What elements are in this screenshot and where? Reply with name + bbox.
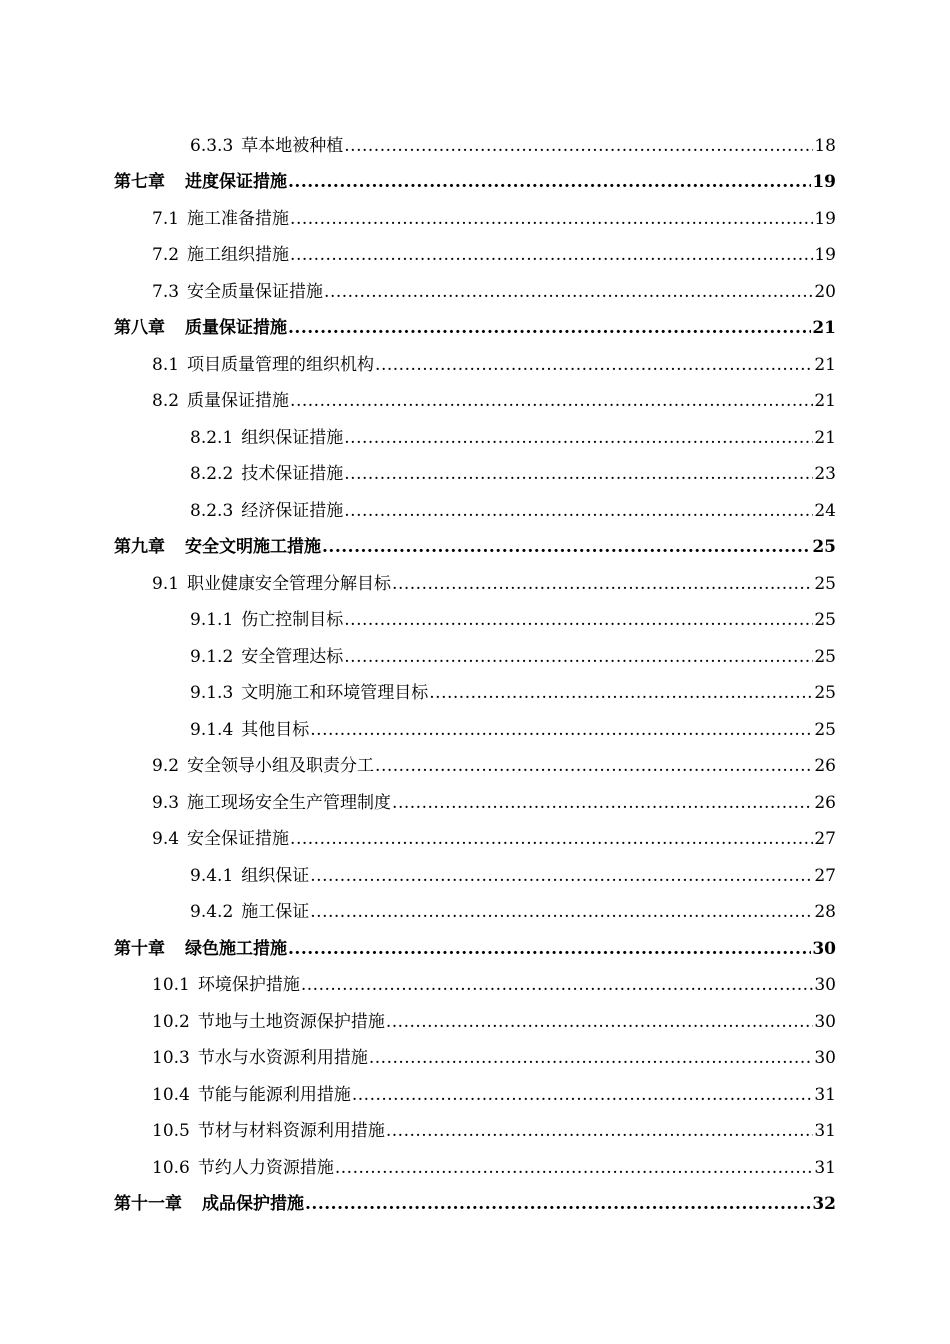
toc-entry-page: 30 [812,938,836,959]
toc-entry-title: 职业健康安全管理分解目标 [187,573,392,594]
toc-entry-number: 第九章 [114,537,165,557]
toc-entry-number: 7.1 [152,208,180,229]
toc-entry-title: 节能与能源利用措施 [197,1084,351,1105]
toc-entry-number: 9.1.1 [190,610,234,630]
toc-entry-page: 28 [814,902,836,922]
toc-entry-title: 草本地被种植 [241,135,344,156]
toc-entry-第八章[interactable] [114,303,836,340]
toc-entry-9-2[interactable] [114,741,836,778]
toc-entry-number: 第十章 [114,938,165,959]
toc-entry-number: 8.2.1 [190,427,234,448]
toc-dot-leader [392,573,813,595]
toc-entry-8-2[interactable] [114,376,836,413]
toc-entry-第九章[interactable] [114,522,836,559]
toc-dot-leader [386,1011,814,1033]
toc-dot-leader [335,1157,814,1179]
toc-entry-第十一章[interactable] [114,1179,836,1216]
toc-entry-title: 节水与水资源利用措施 [197,1048,368,1068]
toc-entry-number: 第八章 [114,318,165,338]
toc-entry-title: 质量保证措施 [185,318,287,338]
toc-entry-title: 安全质量保证措施 [187,281,324,302]
toc-entry-page: 25 [814,683,836,703]
toc-entry-第七章[interactable] [114,157,836,194]
toc-entry-title: 伤亡控制目标 [241,610,344,630]
toc-entry-page: 30 [814,1048,836,1068]
toc-entry-page: 31 [814,1121,836,1141]
toc-dot-leader [310,901,813,923]
toc-entry-number: 9.1.4 [190,719,234,740]
toc-entry-9-4[interactable] [114,814,836,851]
toc-dot-leader [344,427,813,449]
toc-entry-title: 组织保证 [241,865,310,886]
toc-entry-page: 19 [814,208,836,229]
toc-entry-8-2-2[interactable] [114,449,836,486]
toc-entry-number: 10.3 [152,1048,190,1068]
toc-dot-leader [322,536,811,558]
toc-dot-leader [375,755,813,777]
toc-dot-leader [288,317,811,339]
toc-entry-8-2-3[interactable] [114,485,836,522]
toc-dot-leader [344,463,813,485]
toc-entry-page: 27 [814,865,836,886]
toc-entry-10-5[interactable] [114,1106,836,1143]
toc-entry-title: 经济保证措施 [241,500,344,521]
toc-entry-7-3[interactable] [114,266,836,303]
toc-entry-6-3-3[interactable] [114,120,836,157]
toc-entry-title: 绿色施工措施 [185,938,287,959]
toc-dot-leader [310,719,813,741]
toc-entry-page: 20 [814,281,836,302]
toc-entry-number: 10.2 [152,1011,190,1032]
toc-entry-number: 6.3.3 [190,135,234,156]
toc-entry-number: 9.2 [152,756,180,776]
toc-entry-8-2-1[interactable] [114,412,836,449]
table-of-contents [114,120,836,1215]
toc-entry-page: 25 [814,719,836,740]
toc-entry-page: 26 [814,792,836,813]
toc-entry-title: 文明施工和环境管理目标 [241,683,429,703]
toc-entry-page: 30 [814,1011,836,1032]
toc-entry-page: 18 [814,135,836,156]
toc-entry-number: 10.4 [152,1084,190,1105]
toc-entry-number: 7.3 [152,281,180,302]
toc-dot-leader [369,1047,814,1069]
toc-entry-title: 施工组织措施 [187,245,290,265]
toc-entry-title: 安全文明施工措施 [185,537,321,557]
toc-entry-number: 8.2.2 [190,464,234,484]
toc-entry-title: 节材与材料资源利用措施 [197,1121,385,1141]
toc-entry-number: 9.1 [152,573,180,594]
toc-entry-title: 质量保证措施 [187,391,290,411]
toc-entry-number: 第十一章 [114,1194,182,1214]
toc-entry-page: 24 [814,500,836,521]
toc-entry-title: 进度保证措施 [185,172,287,192]
toc-entry-title: 施工现场安全生产管理制度 [187,792,392,813]
toc-dot-leader [344,609,813,631]
toc-entry-title: 节约人力资源措施 [197,1157,334,1178]
toc-entry-9-1-3[interactable] [114,668,836,705]
toc-dot-leader [392,792,813,814]
toc-dot-leader [344,500,813,522]
toc-entry-page: 21 [814,427,836,448]
toc-entry-number: 9.4 [152,829,180,849]
toc-entry-number: 9.1.2 [190,646,234,667]
toc-dot-leader [301,974,814,996]
toc-entry-number: 9.4.1 [190,865,234,886]
toc-dot-leader [352,1084,814,1106]
toc-entry-number: 10.6 [152,1157,190,1178]
toc-entry-page: 21 [812,318,836,338]
toc-entry-7-1[interactable] [114,193,836,230]
toc-dot-leader [288,938,811,960]
toc-entry-title: 安全保证措施 [187,829,290,849]
toc-entry-page: 26 [814,756,836,776]
toc-entry-title: 安全领导小组及职责分工 [187,756,375,776]
toc-entry-page: 25 [814,646,836,667]
toc-dot-leader [290,390,813,412]
toc-entry-title: 节地与土地资源保护措施 [197,1011,385,1032]
toc-entry-title: 安全管理达标 [241,646,344,667]
toc-entry-10-1[interactable] [114,960,836,997]
toc-entry-9-3[interactable] [114,777,836,814]
toc-entry-number: 9.3 [152,792,180,813]
toc-entry-page: 21 [814,354,836,375]
toc-entry-第十章[interactable] [114,923,836,960]
toc-entry-number: 7.2 [152,245,180,265]
toc-entry-10-4[interactable] [114,1069,836,1106]
toc-dot-leader [290,208,813,230]
toc-entry-number: 8.2.3 [190,500,234,521]
toc-entry-page: 25 [812,537,836,557]
toc-entry-9-4-1[interactable] [114,850,836,887]
toc-entry-page: 19 [812,172,836,192]
toc-entry-number: 10.1 [152,975,190,995]
toc-dot-leader [310,865,813,887]
toc-entry-9-1-1[interactable] [114,595,836,632]
toc-dot-leader [344,135,813,157]
toc-entry-title: 其他目标 [241,719,310,740]
toc-dot-leader [305,1193,811,1215]
toc-entry-number: 9.4.2 [190,902,234,922]
toc-entry-number: 8.2 [152,391,180,411]
toc-dot-leader [429,682,813,704]
toc-entry-number: 9.1.3 [190,683,234,703]
toc-entry-number: 10.5 [152,1121,190,1141]
toc-dot-leader [288,171,811,193]
toc-entry-page: 19 [814,245,836,265]
toc-entry-title: 项目质量管理的组织机构 [187,354,375,375]
toc-entry-page: 31 [814,1084,836,1105]
toc-dot-leader [290,244,813,266]
toc-entry-page: 32 [812,1194,836,1214]
toc-entry-9-4-2[interactable] [114,887,836,924]
toc-entry-page: 25 [814,610,836,630]
toc-entry-7-2[interactable] [114,230,836,267]
toc-entry-title: 技术保证措施 [241,464,344,484]
toc-entry-title: 施工保证 [241,902,310,922]
toc-entry-title: 成品保护措施 [202,1194,304,1214]
toc-entry-10-2[interactable] [114,996,836,1033]
toc-entry-page: 25 [814,573,836,594]
toc-entry-title: 组织保证措施 [241,427,344,448]
toc-entry-page: 27 [814,829,836,849]
toc-dot-leader [324,281,813,303]
toc-dot-leader [344,646,813,668]
toc-entry-page: 23 [814,464,836,484]
toc-entry-9-1-2[interactable] [114,631,836,668]
toc-entry-page: 30 [814,975,836,995]
toc-entry-9-1-4[interactable] [114,704,836,741]
toc-dot-leader [290,828,813,850]
toc-entry-page: 31 [814,1157,836,1178]
toc-entry-9-1[interactable] [114,558,836,595]
toc-entry-title: 环境保护措施 [197,975,300,995]
toc-entry-number: 8.1 [152,354,180,375]
toc-dot-leader [386,1120,814,1142]
toc-entry-8-1[interactable] [114,339,836,376]
toc-dot-leader [375,354,813,376]
toc-entry-number: 第七章 [114,172,165,192]
toc-entry-10-3[interactable] [114,1033,836,1070]
toc-entry-title: 施工准备措施 [187,208,290,229]
toc-entry-10-6[interactable] [114,1142,836,1179]
toc-entry-page: 21 [814,391,836,411]
